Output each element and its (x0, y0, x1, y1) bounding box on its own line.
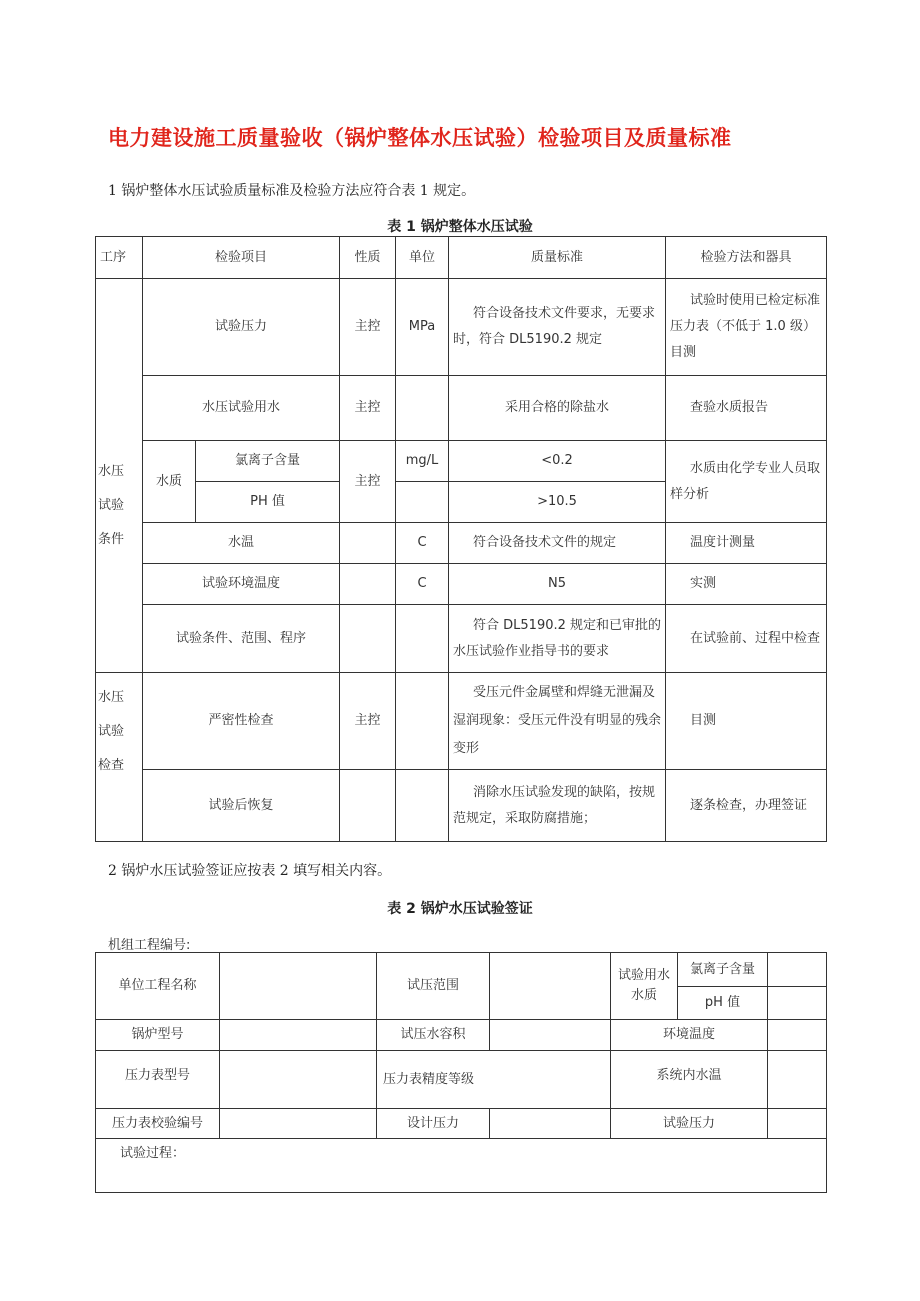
water-quality-label: 水质 (143, 441, 196, 523)
table-2 (95, 952, 827, 1193)
item-recovery: 试验后恢复 (143, 770, 340, 842)
label-ph: pH 值 (678, 987, 768, 1020)
value-design-pressure[interactable] (490, 1109, 611, 1139)
unit-conditions (396, 605, 449, 673)
header-method: 检验方法和器具 (666, 237, 827, 279)
method-water-quality: 水质由化学专业人员取样分析 (666, 441, 827, 523)
table-1-caption: 表 1 锅炉整体水压试验 (387, 219, 533, 235)
item-tightness: 严密性检查 (143, 673, 340, 770)
unit-water-temp: C (396, 523, 449, 564)
label-test-range: 试压范围 (377, 953, 490, 1020)
group2-line-1: 水压 (98, 690, 125, 705)
table-1 (95, 236, 827, 842)
value-test-pressure[interactable] (768, 1109, 827, 1139)
header-nature: 性质 (340, 237, 396, 279)
label-test-water-quality: 试验用水水质 (611, 953, 678, 1020)
group-water-test-conditions (96, 279, 143, 673)
label-test-process: 试验过程： (120, 1146, 186, 1161)
item-test-pressure: 试验压力 (143, 279, 340, 376)
value-system-water-temp[interactable] (768, 1051, 827, 1109)
value-test-range[interactable] (490, 953, 611, 1020)
label-unit-project-name: 单位工程名称 (96, 953, 220, 1020)
group2-line-3: 检查 (98, 758, 125, 773)
unit-ph (396, 482, 449, 523)
header-item: 检验项目 (143, 237, 340, 279)
value-ph[interactable] (768, 987, 827, 1020)
nature-test-pressure: 主控 (340, 279, 396, 376)
label-test-pressure: 试验压力 (611, 1109, 768, 1139)
header-standard: 质量标准 (449, 237, 666, 279)
method-test-water: 查验水质报告 (666, 376, 827, 441)
header-process: 工序 (96, 237, 143, 279)
standard-ph: >10.5 (449, 482, 666, 523)
value-boiler-model[interactable] (220, 1020, 377, 1051)
method-water-temp: 温度计测量 (666, 523, 827, 564)
label-gauge-accuracy: 压力表精度等级 (377, 1051, 611, 1109)
standard-recovery: 消除水压试验发现的缺陷，按规范规定，采取防腐措施； (449, 770, 666, 842)
group2-line-2: 试验 (98, 724, 125, 739)
label-water-volume: 试压水容积 (377, 1020, 490, 1051)
test-process-field[interactable] (96, 1139, 827, 1193)
standard-chloride: <0.2 (449, 441, 666, 482)
item-water-temp: 水温 (143, 523, 340, 564)
nature-tightness: 主控 (340, 673, 396, 770)
label-chloride: 氯离子含量 (678, 953, 768, 987)
unit-project-number-label: 机组工程编号: (108, 938, 191, 953)
label-env-temp: 环境温度 (611, 1020, 768, 1051)
method-recovery: 逐条检查，办理签证 (666, 770, 827, 842)
label-design-pressure: 设计压力 (377, 1109, 490, 1139)
paragraph-2: 2 锅炉水压试验签证应按表 2 填写相关内容。 (108, 863, 392, 879)
group1-line-1: 水压 (98, 463, 125, 479)
item-conditions: 试验条件、范围、程序 (143, 605, 340, 673)
method-tightness: 目测 (666, 673, 827, 770)
item-ph: PH 值 (196, 482, 340, 523)
method-env-temp: 实测 (666, 564, 827, 605)
standard-water-temp: 符合设备技术文件的规定 (449, 523, 666, 564)
paragraph-1: 1 锅炉整体水压试验质量标准及检验方法应符合表 1 规定。 (108, 183, 476, 199)
item-chloride: 氯离子含量 (196, 441, 340, 482)
standard-test-pressure: 符合设备技术文件要求，无要求时，符合 DL5190.2 规定 (449, 279, 666, 376)
item-env-temp: 试验环境温度 (143, 564, 340, 605)
group-water-test-check (96, 673, 143, 842)
value-water-volume[interactable] (490, 1020, 611, 1051)
value-gauge-cert-no[interactable] (220, 1109, 377, 1139)
unit-env-temp: C (396, 564, 449, 605)
unit-tightness (396, 673, 449, 770)
unit-test-pressure: MPa (396, 279, 449, 376)
method-test-pressure: 试验时使用已检定标准压力表（不低于 1.0 级）目测 (666, 279, 827, 376)
method-conditions: 在试验前、过程中检查 (666, 605, 827, 673)
value-env-temp[interactable] (768, 1020, 827, 1051)
nature-water-temp (340, 523, 396, 564)
item-test-water: 水压试验用水 (143, 376, 340, 441)
label-system-water-temp: 系统内水温 (611, 1051, 768, 1109)
standard-tightness: 受压元件金属壁和焊缝无泄漏及湿润现象：受压元件没有明显的残余变形 (449, 673, 666, 770)
nature-recovery (340, 770, 396, 842)
label-gauge-model: 压力表型号 (96, 1051, 220, 1109)
unit-recovery (396, 770, 449, 842)
group1-line-2: 试验 (98, 497, 125, 513)
standard-conditions: 符合 DL5190.2 规定和已审批的水压试验作业指导书的要求 (449, 605, 666, 673)
nature-conditions (340, 605, 396, 673)
nature-test-water: 主控 (340, 376, 396, 441)
nature-env-temp (340, 564, 396, 605)
group1-line-3: 条件 (98, 531, 125, 547)
standard-env-temp: N5 (449, 564, 666, 605)
header-unit: 单位 (396, 237, 449, 279)
value-gauge-model[interactable] (220, 1051, 377, 1109)
unit-test-water (396, 376, 449, 441)
document-title: 电力建设施工质量验收（锅炉整体水压试验）检验项目及质量标准 (108, 126, 732, 150)
unit-chloride: mg/L (396, 441, 449, 482)
nature-water-quality: 主控 (340, 441, 396, 523)
table-2-caption: 表 2 锅炉水压试验签证 (387, 901, 533, 917)
standard-test-water: 采用合格的除盐水 (449, 376, 666, 441)
value-chloride[interactable] (768, 953, 827, 987)
label-boiler-model: 锅炉型号 (96, 1020, 220, 1051)
value-unit-project-name[interactable] (220, 953, 377, 1020)
label-gauge-cert-no: 压力表校验编号 (96, 1109, 220, 1139)
